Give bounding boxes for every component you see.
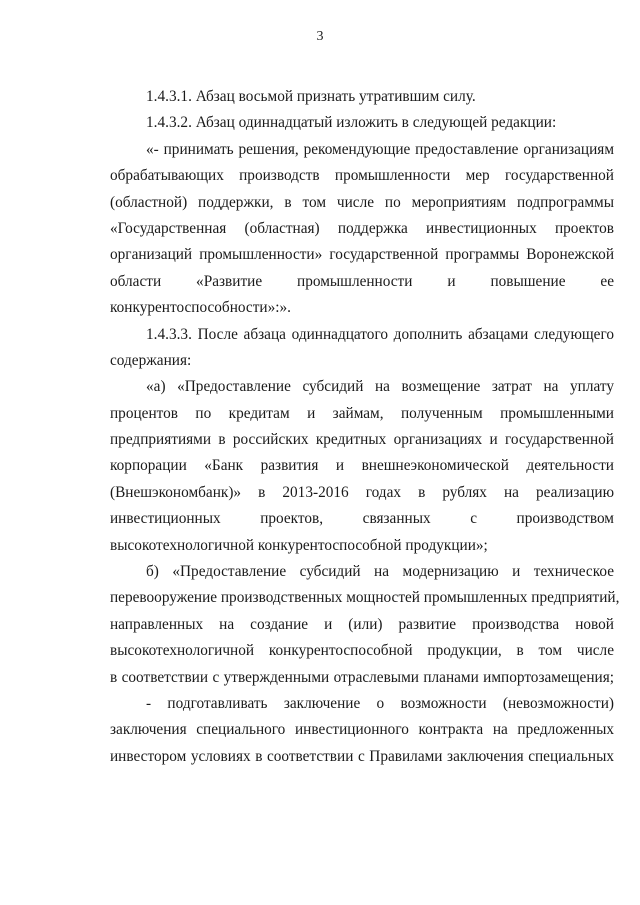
text-line: направленных на создание и (или) развитие производства новой: [110, 615, 614, 633]
text-line: 1.4.3.2. Абзац одиннадцатый изложить в следующей редакции:: [146, 114, 557, 132]
document-body: [110, 84, 620, 770]
text-line: «- принимать решения, рекомендующие предоставление организациям: [146, 140, 614, 158]
text-line: содержания:: [110, 351, 192, 369]
text-line: организаций промышленности» государственной программы Воронежской: [110, 246, 614, 264]
text-line: (областной) поддержки, в том числе по мероприятиям подпрограммы: [110, 193, 614, 211]
text-line: обрабатывающих производств промышленности мер государственной: [110, 167, 614, 185]
text-line: в соответствии с утвержденными отраслевыми планами импортозамещения;: [110, 668, 614, 686]
text-line: инвестиционных проектов, связанных с производством: [110, 510, 614, 528]
text-line: перевооружение производственных мощностей промышленных предприятий,: [110, 589, 620, 607]
text-line: заключения специального инвестиционного контракта на предложенных: [110, 721, 614, 739]
page-number: 3: [316, 29, 324, 44]
text-line: высокотехнологичной конкурентоспособной продукции»;: [110, 536, 488, 554]
text-line: конкурентоспособности»:».: [110, 299, 291, 317]
text-line: области «Развитие промышленности и повышение ее: [110, 272, 614, 290]
text-line: корпорации «Банк развития и внешнеэкономической деятельности: [110, 457, 614, 475]
text-line: процентов по кредитам и займам, полученным промышленными: [110, 404, 614, 422]
text-line: «а) «Предоставление субсидий на возмещение затрат на уплату: [146, 378, 614, 396]
text-line: 1.4.3.1. Абзац восьмой признать утратившим силу.: [146, 88, 476, 105]
text-line: «Государственная (областная) поддержка инвестиционных проектов: [110, 219, 614, 237]
text-line: 1.4.3.3. После абзаца одиннадцатого дополнить абзацами следующего: [146, 325, 614, 343]
text-line: инвестором условиях в соответствии с Правилами заключения специальных: [110, 747, 614, 765]
text-line: предприятиями в российских кредитных организациях и государственной: [110, 431, 614, 449]
text-line: б) «Предоставление субсидий на модернизацию и техническое: [146, 563, 614, 581]
text-line: (Внешэкономбанк)» в 2013-2016 годах в рублях на реализацию: [110, 483, 614, 501]
text-line: - подготавливать заключение о возможности (невозможности): [146, 694, 614, 712]
text-line: высокотехнологичной конкурентоспособной продукции, в том числе: [110, 642, 614, 660]
